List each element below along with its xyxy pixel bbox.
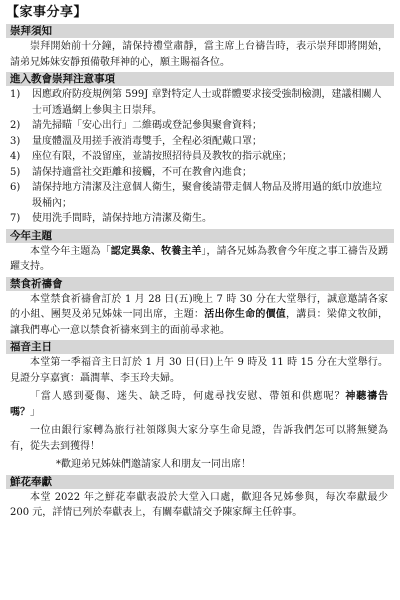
fasting-prayer-heading: 禁食祈禱會: [6, 277, 394, 291]
fasting-prayer-text: 本堂禁食祈禱會訂於 1 月 28 日(五)晚上 7 時 30 分在大堂舉行，誠意邀請各家的小組、團契及弟兄姊妹一同出席，主題：活出你生命的價值，講員：梁偉文牧師，讓我們專心一意以禁食祈禱來到主的面前尋求祂。: [10, 293, 389, 336]
page-title: 【家事分享】: [6, 5, 88, 20]
list-item: 5) 請保持適當社交距離和接觸，不可在教會內進食；: [10, 166, 252, 178]
gospel-sunday-testimony: 一位由銀行家轉為旅行社領隊與大家分享生命見證，告訴我們怎可以將無變為有，從失去到獲得！: [10, 425, 388, 452]
fasting-prayer-theme: 活出你生命的價值: [204, 309, 287, 320]
gospel-sunday-quote-bold: 神聽禱告嗎？: [10, 391, 388, 418]
flower-offering-heading: 鮮花奉獻: [6, 475, 394, 489]
list-item: 3) 量度體溫及用搓手液消毒雙手，全程必須配戴口罩；: [10, 135, 262, 147]
gospel-sunday-quote: 「當人感到憂傷、迷失、缺乏時，何處尋找安慰、帶領和供應呢？神聽禱告嗎？」: [10, 391, 388, 418]
year-theme-heading: 今年主題: [6, 229, 394, 243]
gospel-sunday-intro: 本堂第一季福音主日訂於 1 月 30 日(日)上午 9 時及 11 時 15 分在大堂舉行。見證分享嘉賓：聶潤華、李玉玲夫婦。: [10, 357, 388, 384]
list-item: 6) 請保持地方清潔及注意個人衛生，聚會後請帶走個人物品及將用過的紙巾放進垃圾桶內；: [10, 182, 382, 209]
gospel-sunday-note: *歡迎弟兄姊妹們邀請家人和朋友一同出席！: [56, 459, 251, 470]
entry-notes-list: [6, 86, 394, 229]
list-item: 4) 座位有限，不設留座，並請按照招待員及教牧的指示就座；: [10, 151, 292, 162]
worship-notice-heading: 崇拜須知: [6, 24, 394, 38]
year-theme-text: 本堂今年主題為「認定異象、牧養主羊」，請各兄姊為教會今年度之事工禱告及踴躍支持。: [10, 245, 389, 272]
announcement-page: [6, 4, 394, 523]
entry-notes-heading: 進入教會崇拜注意事項: [6, 72, 394, 86]
list-item: 2) 請先掃瞄「安心出行」二維碼或登記參與聚會資料；: [10, 120, 262, 131]
worship-notice-text: 崇拜開始前十分鐘，請保持禮堂肅靜，當主席上台禱告時，表示崇拜即將開始，請弟兄姊妹安靜預備敬拜神的心，願主賜福各位。: [10, 41, 388, 68]
list-item: 1) 因應政府防疫規例第 599J 章對特定人士或群體要求接受強制檢測，建議相關人士可透過網上參與主日崇拜。: [10, 89, 382, 116]
year-theme-title: 認定異象、牧養主羊: [110, 245, 202, 257]
gospel-sunday-heading: 福音主日: [6, 340, 394, 354]
flower-offering-text: 本堂 2022 年之鮮花奉獻表設於大堂入口處，歡迎各兄姊參與，每次奉獻最少 200 元，詳情已列於奉獻表上，有關奉獻請交予陳家輝主任幹事。: [10, 491, 388, 518]
list-item: 7) 使用洗手間時，請保持地方清潔及衛生。: [10, 213, 212, 224]
